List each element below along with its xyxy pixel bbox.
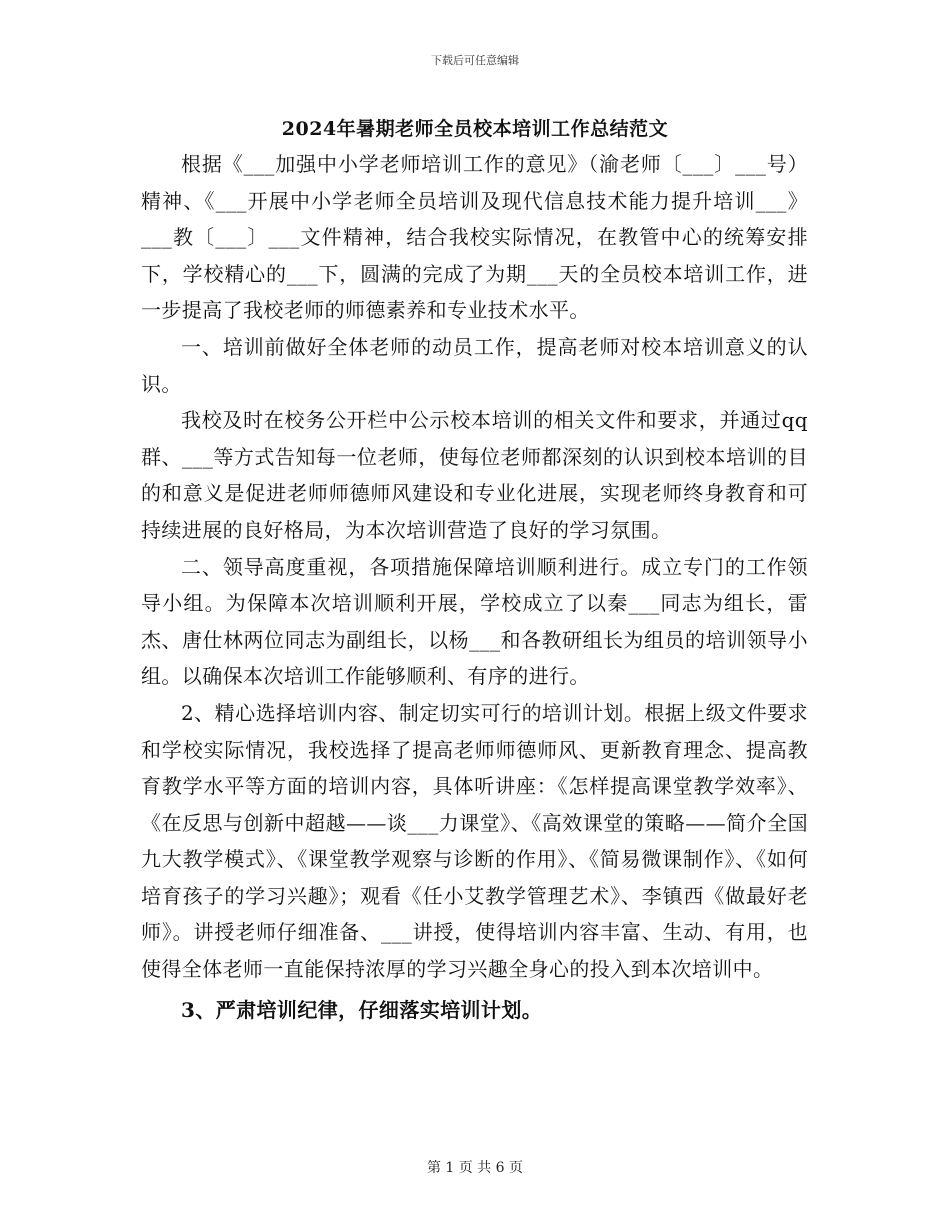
paragraph-section-2: 二、领导高度重视，各项措施保障培训顺利进行。成立专门的工作领导小组。为保障本次培训顺利开展，学校成立了以秦___同志为组长，雷杰、唐仕林两位同志为副组长，以杨___和各教研组长为组员的培训领导小组。以确保本次培训工作能够顺利、有序的进行。 bbox=[141, 554, 808, 689]
paragraph-intro: 根据《___加强中小学老师培训工作的意见》（渝老师〔___〕___号）精神、《___开展中小学老师全员培训及现代信息技术能力提升培训___》___教〔___〕___文件精神，结合我校实际情况，在教管中心的统筹安排下，学校精心的___下，圆满的完成了为期___天的全员校本培训工作，进一步提高了我校老师的师德素养和专业技术水平。 bbox=[141, 152, 808, 323]
paragraph-item-2: 2、精心选择培训内容、制定切实可行的培训计划。根据上级文件要求和学校实际情况，我校选择了提高老师师德师风、更新教育理念、提高教育教学水平等方面的培训内容，具体听讲座：《怎样提高课堂教学效率》、《在反思与创新中超越——谈___力课堂》、《高效课堂的策略——简介全国九大教学模式》、《课堂教学观察与诊断的作用》、《简易微课制作》、《如何培育孩子的学习兴趣》；观看《任小艾教学管理艺术》、李镇西《做最好老师》。讲授老师仔细准备、___讲授，使得培训内容丰富、生动、有用，也使得全体老师一直能保持浓厚的学习兴趣全身心的投入到本次培训中。 bbox=[141, 700, 808, 982]
document-body bbox=[141, 146, 808, 1028]
page-number-footer: 第 1 页 共 6 页 bbox=[426, 1160, 524, 1176]
header-note: 下载后可任意编辑 bbox=[431, 54, 519, 67]
paragraph-section-1-body: 我校及时在校务公开栏中公示校本培训的相关文件和要求，并通过qq群、___等方式告知每一位老师，使每位老师都深刻的认识到校本培训的目的和意义是促进老师师德师风建设和专业化进展，实现老师终身教育和可持续进展的良好格局，为本次培训营造了良好的学习氛围。 bbox=[141, 408, 808, 542]
paragraph-item-3-heading: 3、严肃培训纪律，仔细落实培训计划。 bbox=[181, 997, 543, 1022]
paragraph-section-1-heading: 一、培训前做好全体老师的动员工作，提高老师对校本培训意义的认识。 bbox=[141, 334, 808, 396]
document-title: 2024年暑期老师全员校本培训工作总结范文 bbox=[281, 118, 669, 140]
